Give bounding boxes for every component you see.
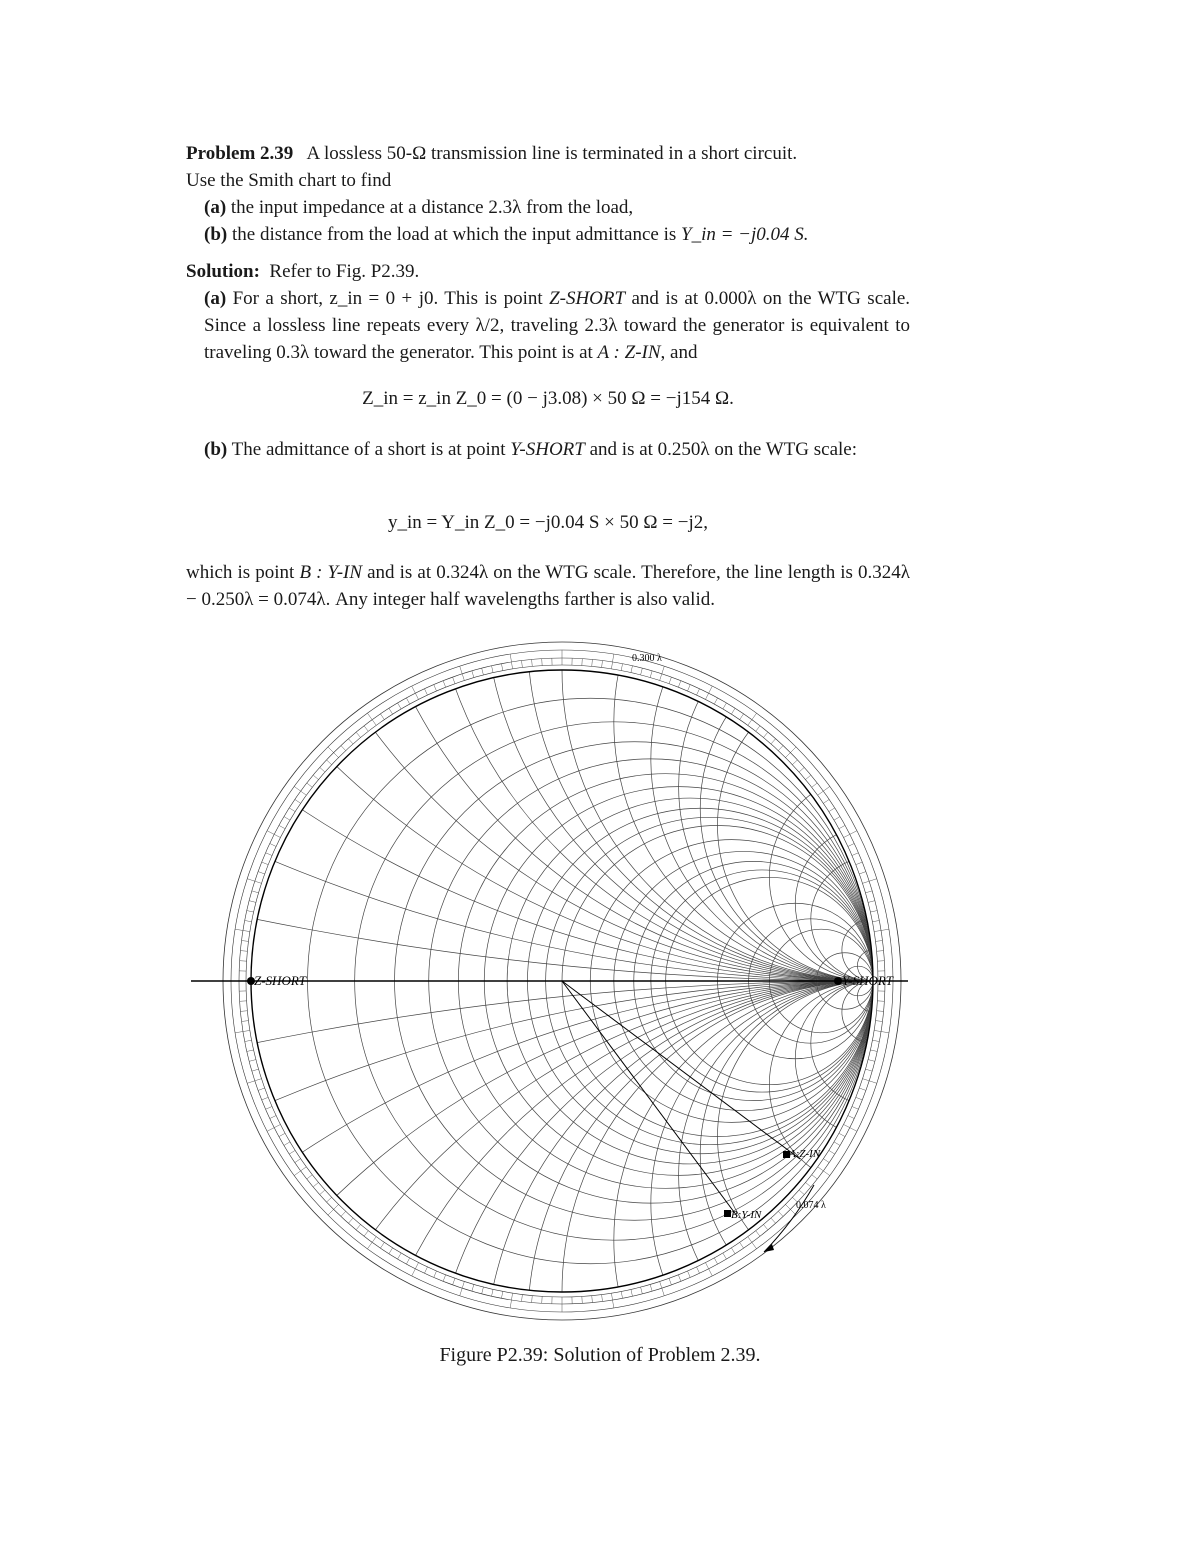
scale-tick xyxy=(687,685,690,691)
scale-tick xyxy=(839,825,845,828)
reactance-arc xyxy=(429,981,926,1328)
solution-intro: Refer to Fig. P2.39. xyxy=(269,261,420,282)
scale-tick xyxy=(792,760,797,765)
scale-tick xyxy=(818,786,830,795)
scale-tick xyxy=(771,1218,776,1223)
scale-tick xyxy=(270,1116,276,1119)
scale-tick xyxy=(805,775,810,779)
scale-tick xyxy=(472,671,474,678)
scale-tick xyxy=(294,1167,306,1176)
scale-tick xyxy=(295,1159,301,1163)
scale-tick xyxy=(829,808,835,812)
scale-tick xyxy=(740,1242,744,1248)
scale-tick xyxy=(279,1133,285,1136)
scale-tick xyxy=(364,726,368,732)
scale-tick xyxy=(522,1295,523,1302)
scale-tick xyxy=(258,872,265,874)
solution-a-text2: and is at 0.000λ on the WTG scale. Since a lossless line repeats every λ/2, traveling 2.3λ toward the generator is equivalent to traveling 0.3λ toward the generator. This point is at xyxy=(204,288,911,363)
scale-tick xyxy=(778,746,783,751)
part-a-label: (a) xyxy=(204,197,227,218)
scale-tick xyxy=(778,1211,783,1216)
scale-tick xyxy=(249,901,256,903)
solution-b-block xyxy=(186,436,910,463)
scale-tick xyxy=(756,726,760,732)
scale-tick xyxy=(687,1271,690,1277)
scale-tick xyxy=(602,661,603,668)
scale-tick xyxy=(714,698,717,704)
scale-tick xyxy=(341,746,346,751)
scale-tick xyxy=(492,1289,494,1296)
final-text2: and is at 0.324λ on the WTG scale. Therefore, the line length is 0.324λ − 0.250λ = 0.074λ. Any integer half wavelengths farther is also valid. xyxy=(186,562,911,610)
scale-tick xyxy=(252,1069,259,1071)
scale-tick xyxy=(877,951,884,952)
b-y-in-label: B:Y-IN xyxy=(731,1209,762,1221)
scale-tick xyxy=(592,659,593,666)
scale-tick xyxy=(320,1190,325,1195)
scale-tick xyxy=(266,853,272,856)
scale-tick xyxy=(799,767,804,772)
solution-label: Solution: xyxy=(186,261,260,282)
scale-tick xyxy=(763,732,767,737)
scale-tick xyxy=(731,708,735,714)
part-b-math: Y_in = −j0.04 S. xyxy=(681,224,809,245)
scale-tick xyxy=(328,1204,339,1215)
scale-tick xyxy=(697,689,700,695)
scale-tick xyxy=(748,1237,757,1249)
scale-tick xyxy=(235,1030,250,1032)
scale-tick xyxy=(240,951,247,952)
scale-tick xyxy=(844,831,857,838)
scale-tick xyxy=(877,1011,884,1012)
solution-b-text2: and is at 0.250λ on the WTG scale: xyxy=(589,439,858,460)
scale-tick xyxy=(267,831,280,838)
scale-tick xyxy=(492,666,494,673)
scale-tick xyxy=(284,817,290,821)
scale-tick xyxy=(406,1258,409,1264)
scale-tick xyxy=(870,911,877,913)
scale-tick xyxy=(641,1287,643,1294)
scale-tick xyxy=(823,1159,829,1163)
scale-tick xyxy=(834,817,840,821)
scale-tick xyxy=(307,783,313,787)
scale-tick xyxy=(284,1142,290,1146)
scale-tick xyxy=(453,677,455,684)
scale-tick xyxy=(356,732,360,737)
scale-tick xyxy=(621,664,622,671)
problem-line1: A lossless 50-Ω transmission line is terminated in a short circuit. xyxy=(306,143,798,164)
scale-tick xyxy=(859,1088,866,1090)
scale-tick xyxy=(865,1069,872,1071)
solution-final xyxy=(186,559,910,613)
scale-tick xyxy=(356,1224,360,1229)
scale-tick xyxy=(240,1011,247,1012)
solution-b-label: (b) xyxy=(204,439,228,460)
scale-tick xyxy=(669,677,671,684)
scale-tick xyxy=(367,1237,376,1249)
scale-tick xyxy=(398,703,402,709)
scale-tick xyxy=(602,1295,603,1302)
solution-a-text1: For a short, z_in = 0 + j0. This is point xyxy=(232,288,543,309)
scale-tick xyxy=(367,713,376,725)
scale-tick xyxy=(641,668,643,675)
b-y-in-marker xyxy=(724,1210,731,1217)
scale-tick xyxy=(532,659,533,666)
scale-tick xyxy=(785,1204,796,1215)
b-y-in-ref: B : Y-IN xyxy=(299,562,363,583)
scale-tick xyxy=(763,1224,767,1229)
scale-tick xyxy=(705,686,712,699)
scale-tick xyxy=(611,1293,613,1308)
scale-tick xyxy=(242,941,249,942)
scale-tick xyxy=(482,1287,484,1294)
z-short-ref: Z-SHORT xyxy=(549,288,626,309)
scale-tick xyxy=(434,685,437,691)
scale-tick xyxy=(294,786,306,795)
scale-tick xyxy=(510,654,512,669)
scale-tick xyxy=(785,747,796,758)
scale-tick xyxy=(834,1142,840,1146)
scale-tick xyxy=(532,1296,533,1303)
scale-tick xyxy=(424,1267,427,1273)
scale-tick xyxy=(852,1106,858,1109)
arc-arrowhead xyxy=(764,1244,774,1252)
scale-tick xyxy=(453,1278,455,1285)
scale-tick xyxy=(501,1291,502,1298)
part-b-label: (b) xyxy=(204,224,228,245)
scale-tick xyxy=(592,1296,593,1303)
scale-tick xyxy=(289,1150,295,1154)
equation-1: Z_in = z_in Z_0 = (0 − j3.08) × 50 Ω = −j154 Ω. xyxy=(362,388,734,409)
final-text1: which is point xyxy=(186,562,295,583)
scale-tick xyxy=(380,714,384,720)
scale-tick xyxy=(723,1253,727,1259)
scale-tick xyxy=(771,739,776,744)
scale-tick xyxy=(235,929,250,931)
scale-tick xyxy=(522,661,523,668)
scale-tick xyxy=(443,681,446,688)
part-b-text: the distance from the load at which the input admittance is xyxy=(231,224,677,245)
scale-tick xyxy=(818,1167,830,1176)
scale-tick xyxy=(482,668,484,675)
scale-tick xyxy=(799,1190,804,1195)
scale-tick xyxy=(848,843,854,846)
scale-tick xyxy=(631,1289,633,1296)
figure-caption: Figure P2.39: Solution of Problem 2.39. xyxy=(439,1344,761,1366)
scale-tick xyxy=(812,1175,818,1179)
scale-tick xyxy=(705,1263,712,1276)
scale-tick xyxy=(859,872,866,874)
scale-tick xyxy=(313,775,318,779)
scale-tick xyxy=(389,708,393,714)
y-short-label: Y-SHORT xyxy=(842,973,894,988)
scale-tick xyxy=(266,1106,272,1109)
wavelength-0300-label: 0.300 λ xyxy=(632,653,662,664)
reactance-arc xyxy=(811,981,926,1105)
scale-tick xyxy=(327,760,332,765)
scale-tick xyxy=(247,1050,254,1052)
smith-chart xyxy=(186,638,926,1328)
scale-tick xyxy=(279,825,285,828)
scale-tick xyxy=(874,929,889,931)
scale-tick xyxy=(412,1263,419,1276)
scale-tick xyxy=(389,1248,393,1254)
scale-tick xyxy=(270,843,276,846)
scale-tick xyxy=(510,1293,512,1308)
scale-tick xyxy=(341,1211,346,1216)
scale-tick xyxy=(856,1097,863,1100)
reactance-arc xyxy=(811,857,926,981)
y-short-ref: Y-SHORT xyxy=(510,439,585,460)
scale-tick xyxy=(852,853,858,856)
a-z-in-ref: A : Z-IN xyxy=(597,342,661,363)
scale-tick xyxy=(812,783,818,787)
scale-tick xyxy=(865,891,872,893)
scale-tick xyxy=(756,1231,760,1237)
scale-tick xyxy=(242,1021,249,1022)
scale-tick xyxy=(856,862,863,865)
scale-tick xyxy=(611,654,613,669)
scale-tick xyxy=(868,901,875,903)
scale-tick xyxy=(262,862,269,865)
scale-tick xyxy=(678,1275,681,1282)
scale-tick xyxy=(295,799,301,803)
reactance-arc xyxy=(562,638,926,981)
problem-line2: Use the Smith chart to find xyxy=(186,170,392,191)
scale-tick xyxy=(258,1088,265,1090)
scale-tick xyxy=(424,689,427,695)
scale-tick xyxy=(434,1271,437,1277)
scale-tick xyxy=(267,1124,280,1131)
scale-tick xyxy=(328,747,339,758)
scale-tick xyxy=(723,703,727,709)
scale-tick xyxy=(650,671,652,678)
scale-tick xyxy=(348,739,353,744)
scale-tick xyxy=(650,1284,652,1291)
solution-a-text3: , and xyxy=(660,342,698,363)
smith-chart-annotations xyxy=(191,653,908,1252)
scale-tick xyxy=(870,1050,877,1052)
part-a-text: the input impedance at a distance 2.3λ from the load, xyxy=(230,197,634,218)
scale-tick xyxy=(697,1267,700,1273)
problem-statement xyxy=(186,140,910,248)
scale-tick xyxy=(874,1030,889,1032)
scale-tick xyxy=(320,767,325,772)
scale-tick xyxy=(876,1021,883,1022)
scale-tick xyxy=(876,941,883,942)
scale-tick xyxy=(868,1060,875,1062)
scale-tick xyxy=(714,1258,717,1264)
solution-a-label: (a) xyxy=(204,288,227,309)
scale-tick xyxy=(247,911,254,913)
scale-tick xyxy=(872,1040,879,1041)
scale-tick xyxy=(631,666,633,673)
y-short-marker xyxy=(834,977,842,985)
scale-tick xyxy=(398,1253,402,1259)
scale-tick xyxy=(501,664,502,671)
scale-tick xyxy=(307,1175,313,1179)
a-z-in-label: A:Z-IN xyxy=(789,1148,821,1160)
scale-tick xyxy=(848,1116,854,1119)
scale-tick xyxy=(327,1197,332,1202)
scale-tick xyxy=(348,1218,353,1223)
scale-tick xyxy=(748,713,757,725)
scale-tick xyxy=(829,1150,835,1154)
scale-tick xyxy=(364,1231,368,1237)
scale-tick xyxy=(406,698,409,704)
equation-2: y_in = Y_in Z_0 = −j0.04 S × 50 Ω = −j2, xyxy=(388,512,708,533)
scale-tick xyxy=(245,1040,252,1041)
scale-tick xyxy=(245,920,252,921)
solution-block xyxy=(186,258,910,366)
scale-tick xyxy=(839,1133,845,1136)
scale-tick xyxy=(443,1275,446,1282)
scale-tick xyxy=(872,920,879,921)
reactance-arc xyxy=(718,981,927,1292)
scale-tick xyxy=(823,799,829,803)
scale-tick xyxy=(805,1182,810,1186)
scale-tick xyxy=(380,1242,384,1248)
reactance-arc xyxy=(355,981,926,1328)
wavelength-0074-label: 0.074 λ xyxy=(796,1200,826,1211)
scale-tick xyxy=(731,1248,735,1254)
scale-tick xyxy=(844,1124,857,1131)
scale-tick xyxy=(472,1284,474,1291)
scale-tick xyxy=(669,1278,671,1285)
reactance-arc xyxy=(718,670,927,981)
scale-tick xyxy=(262,1097,269,1100)
scale-tick xyxy=(740,714,744,720)
scale-tick xyxy=(621,1291,622,1298)
scale-tick xyxy=(289,808,295,812)
scale-tick xyxy=(678,681,681,688)
scale-tick xyxy=(252,891,259,893)
scale-tick xyxy=(313,1182,318,1186)
solution-b-text1: The admittance of a short is at point xyxy=(231,439,506,460)
scale-tick xyxy=(249,1060,256,1062)
z-short-label: Z-SHORT xyxy=(254,973,307,988)
problem-number: Problem 2.39 xyxy=(186,143,294,164)
scale-tick xyxy=(412,686,419,699)
